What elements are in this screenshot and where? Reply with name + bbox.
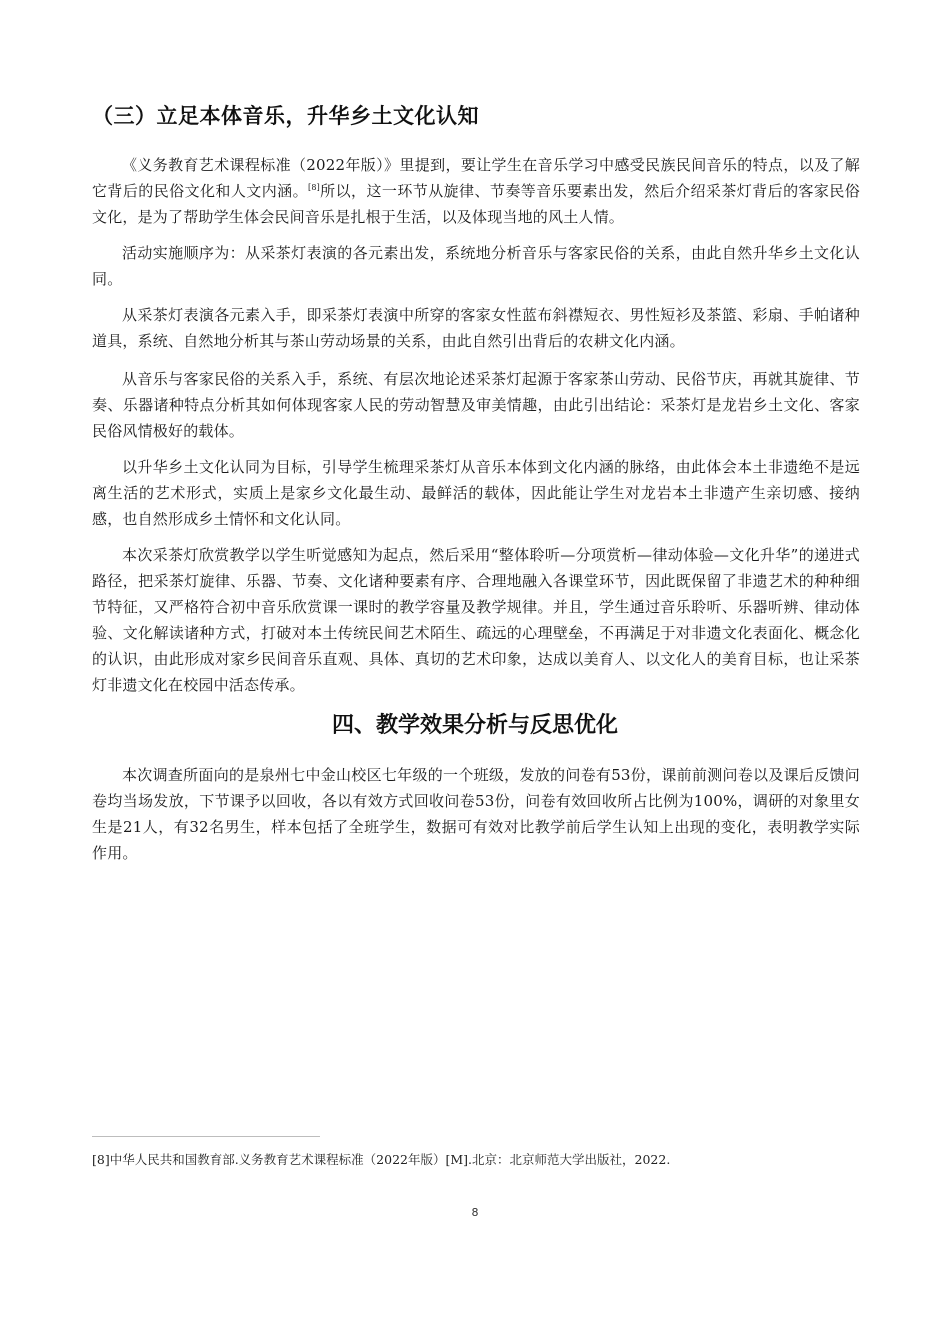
page-number: 8 [471, 1206, 479, 1219]
paragraph-activity-order: 活动实施顺序为：从采茶灯表演的各元素出发，系统地分析音乐与客家民俗的关系，由此自然升华乡土文化认同。 [92, 244, 860, 288]
paragraph-survey: 本次调查所面向的是泉州七中金山校区七年级的一个班级，发放的问卷有53份，课前前测问卷以及课后反馈问卷均当场发放，下节课予以回收，各以有效方式回收问卷53份，问卷有效回收所占比例为100%，调研的对象里女生是21人，有32名男生，样本包括了全班学生，数据可有效对比教学前后学生认知上出现的变化，表明教学实际作用。 [92, 766, 860, 862]
citation-ref[interactable]: [8] [308, 183, 320, 192]
footnote-divider [92, 1136, 320, 1137]
paragraph-text: 所以，这一环节从旋律、节奏等音乐要素出发，然后介绍采茶灯背后的客家民俗文化，是为了帮助学生体会民间音乐是扎根于生活，以及体现当地的风土人情。 [92, 182, 860, 226]
subsection-heading: （三）立足本体音乐，升华乡土文化认知 [92, 104, 479, 128]
paragraph-teaching-summary: 本次采茶灯欣赏教学以学生听觉感知为起点，然后采用“整体聆听—分项赏析—律动体验—文化升华”的递进式路径，把采茶灯旋律、乐器、节奏、文化诸种要素有序、合理地融入各课堂环节，因此既保留了非遗艺术的种种细节特征，又严格符合初中音乐欣赏课一课时的教学容量及教学规律。并且，学生通过音乐聆听、乐器听辨、律动体验、文化解读诸种方式，打破对本土传统民间艺术陌生、疏远的心理壁垒，不再满足于对非遗文化表面化、概念化的认识，由此形成对家乡民间音乐直观、具体、真切的艺术印象，达成以美育人、以文化人的美育目标，也让采茶灯非遗文化在校园中活态传承。 [92, 546, 860, 694]
paragraph-text: 《义务教育艺术课程标准（2022年版）》里提到，要让学生在音乐学习中感受民族民间音乐的特点，以及了解它背后的民俗文化和人文内涵。 [92, 156, 860, 200]
footnote: [8]中华人民共和国教育部.义务教育艺术课程标准（2022年版）[M].北京：北京师范大学出版社，2022. [92, 1152, 671, 1167]
paragraph-cultural-identity: 以升华乡土文化认同为目标，引导学生梳理采茶灯从音乐本体到文化内涵的脉络，由此体会本土非遗绝不是远离生活的艺术形式，实质上是家乡文化最生动、最鲜活的载体，因此能让学生对龙岩本土非遗产生亲切感、接纳感，也自然形成乡土情怀和文化认同。 [92, 458, 860, 528]
paragraph-music-customs: 从音乐与客家民俗的关系入手，系统、有层次地论述采茶灯起源于客家茶山劳动、民俗节庆，再就其旋律、节奏、乐器诸种特点分析其如何体现客家人民的劳动智慧及审美情趣，由此引出结论：采茶灯是龙岩乡土文化、客家民俗风情极好的载体。 [92, 370, 860, 440]
paragraph-elements: 从采茶灯表演各元素入手，即采茶灯表演中所穿的客家女性蓝布斜襟短衣、男性短衫及茶篮、彩扇、手帕诸种道具，系统、自然地分析其与茶山劳动场景的关系，由此自然引出背后的农耕文化内涵。 [92, 306, 860, 350]
paragraph-curriculum-standard [92, 152, 860, 230]
section-heading: 四、教学效果分析与反思优化 [331, 713, 618, 738]
